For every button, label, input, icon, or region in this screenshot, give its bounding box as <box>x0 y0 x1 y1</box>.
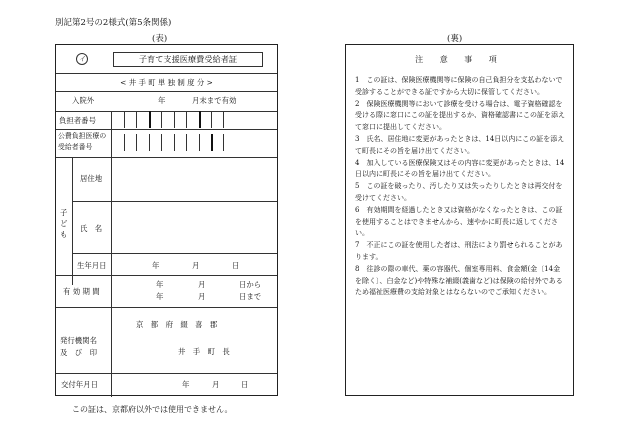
front-card <box>55 44 278 396</box>
issuer-label-1: 発行機関名 <box>60 336 97 345</box>
divider <box>56 307 277 308</box>
birth-year: 年 <box>152 261 160 270</box>
child-label: 子ども <box>60 208 68 239</box>
notes-title: 注 意 事 項 <box>415 55 504 64</box>
note-item: 5 この証を破ったり、汚したり又は失ったりしたときは再交付を受けてください。 <box>355 182 563 202</box>
validity-month-1: 月 <box>198 280 206 289</box>
note-item: 6 有効期間を経過したとき又は資格がなくなったときは、この証を使用することはできませんから、速やかに町長に返してください。 <box>355 205 563 238</box>
validity-year-1: 年 <box>156 280 164 289</box>
validity-month-2: 月 <box>198 292 206 301</box>
divider <box>56 373 277 374</box>
divider <box>56 157 277 158</box>
divider <box>56 129 277 130</box>
issue-day: 日 <box>241 380 249 389</box>
note-item: 8 往診の際の車代、薬の容器代、個室専用料、食金額(金〔14金を除く〕、白金など)や特殊な補綴(義歯など)は保険の給付外であるため福祉医療費の支給対象とはならないのでご承知ください。 <box>355 264 563 297</box>
validity-from: 日から <box>239 280 262 289</box>
back-label: (裏) <box>447 34 463 44</box>
issuer-town: 井 手 町 長 <box>178 347 230 356</box>
admission-label: 入院外 <box>72 96 95 105</box>
footer-note: この証は、京都府以外では使用できません。 <box>72 405 233 414</box>
note-item: 1 この証は、保険医療機関等に保険の自己負担分を支払わないで受診することができる証ですから大切に保管してください。 <box>355 76 563 96</box>
note-item: 3 氏名、居住地に変更があったときは、14日以内にこの証を添えて町長にその旨を届け出てください。 <box>355 134 565 155</box>
address-label: 居住地 <box>80 174 103 183</box>
issue-date-label: 交付年月日 <box>61 380 98 389</box>
recipient-number-label-2: 受給者番号 <box>58 143 93 151</box>
circle-mark: イ <box>76 53 88 65</box>
admission-until: 月末まで有効 <box>192 96 237 105</box>
issuer-prefecture: 京 都 府 綴 喜 郡 <box>136 320 218 329</box>
note-item: 7 不正にこの証を使用した者は、刑法により罰せられることがあります。 <box>355 241 563 261</box>
notes-list <box>355 75 567 299</box>
form-label: 別記第2号の2様式(第5条関係) <box>55 18 172 28</box>
issue-month: 月 <box>212 380 220 389</box>
admission-year: 年 <box>158 96 166 105</box>
birth-day: 日 <box>232 261 240 270</box>
divider <box>56 275 277 276</box>
name-label: 氏 名 <box>80 224 103 233</box>
card-title: 子育て支援医療費受給者証 <box>113 52 263 67</box>
back-card <box>345 44 574 396</box>
recipient-number-label-1: 公費負担医療の <box>58 132 107 140</box>
note-item: 4 加入している医療保険又はその内容に変更があったときは、14日以内に町長にその旨を届け出てください。 <box>355 158 565 179</box>
note-item: 2 保険医療機関等において診療を受ける場合は、電子資格確認を受ける際に窓口にこの証を提出するか、資格確認書にこの証を添えて窓口に提出してください。 <box>355 99 565 132</box>
birth-label: 生年月日 <box>77 261 107 270</box>
payer-number-label: 負担者番号 <box>59 116 96 125</box>
validity-label: 有 効 期 間 <box>63 287 100 296</box>
birth-month: 月 <box>192 261 200 270</box>
issue-year: 年 <box>182 380 190 389</box>
validity-to: 日まで <box>239 292 262 301</box>
recipient-number-cells[interactable] <box>111 134 224 151</box>
front-label: (表) <box>152 34 168 44</box>
divider <box>56 73 277 74</box>
issuer-label-2: 及 び 印 <box>60 348 97 357</box>
validity-year-2: 年 <box>156 292 164 301</box>
payer-number-cells[interactable] <box>111 111 224 128</box>
divider <box>56 91 277 92</box>
card-subtitle: < 井 手 町 単 独 制 度 分 > <box>120 78 213 87</box>
